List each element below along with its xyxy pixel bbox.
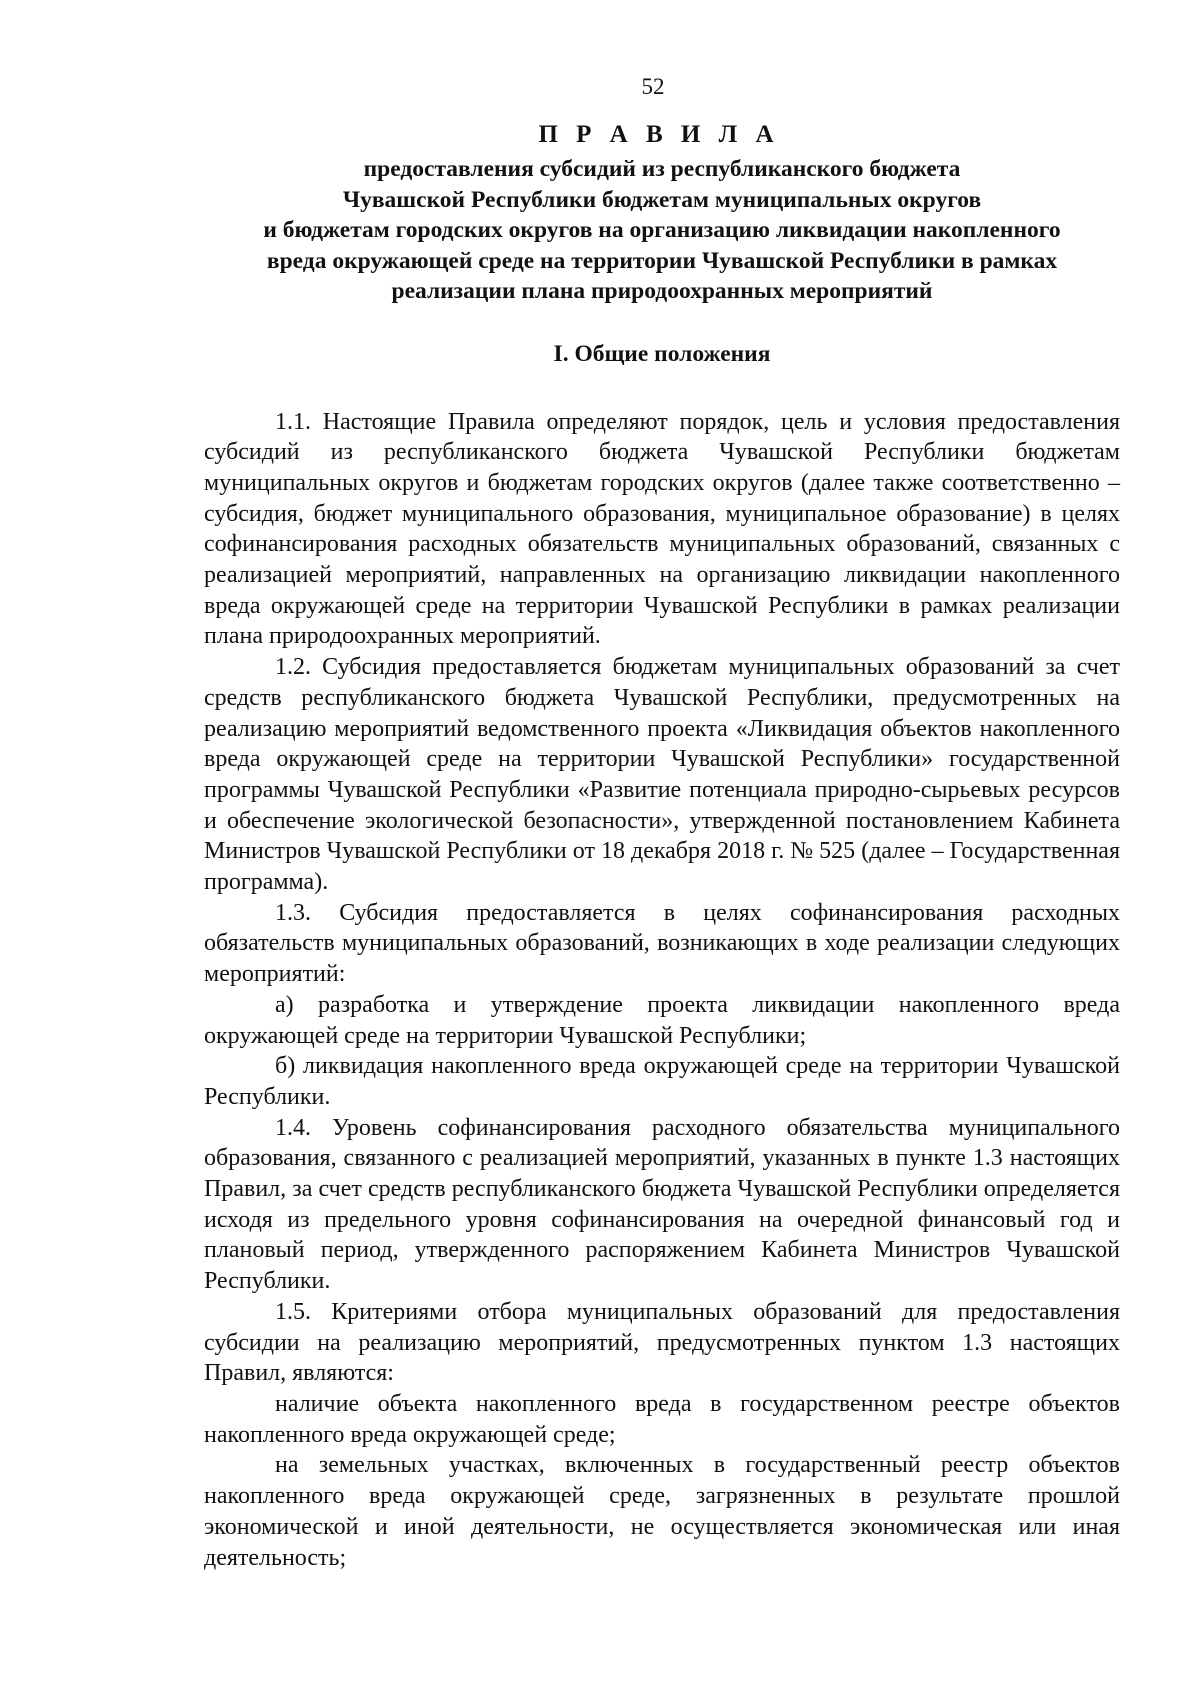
page-number: 52 xyxy=(641,74,665,99)
subtitle-line: реализации плана природоохранных мероприятий xyxy=(391,278,933,304)
subtitle-line: предоставления субсидий из республиканского бюджета xyxy=(363,156,961,182)
subtitle-line: и бюджетам городских округов на организацию ликвидации накопленного xyxy=(263,217,1061,243)
paragraph-1-1: 1.1. Настоящие Правила определяют порядок, цель и условия предоставления субсидий из республиканского бюджета Чувашской Республики бюджетам муниципальных округов и бюджетам городских округов (далее также соответственно – субсидия, бюджет муниципального образования, муниципальное образование) в целях софинансирования расходных обязательств муниципальных образований, связанных с реализацией мероприятий, направленных на организацию ликвидации накопленного вреда окружающей среде на территории Чувашской Республики в рамках реализации плана природоохранных мероприятий. xyxy=(204,408,1120,650)
document-body xyxy=(204,407,1120,1574)
subtitle-line: Чувашской Республики бюджетам муниципальных округов xyxy=(342,186,982,213)
paragraph-1-3: 1.3. Субсидия предоставляется в целях софинансирования расходных обязательств муниципальных образований, возникающих в ходе реализации следующих мероприятий: xyxy=(204,899,1120,988)
criteria-item-2: на земельных участках, включенных в государственный реестр объектов накопленного вреда окружающей среде, загрязненных в результате прошлой экономической и иной деятельности, не осуществляется экономическая или иная деятельность; xyxy=(204,1452,1120,1571)
list-item-b: б) ликвидация накопленного вреда окружающей среде на территории Чувашской Республики. xyxy=(204,1053,1120,1110)
subtitle-line: вреда окружающей среде на территории Чувашской Республики в рамках xyxy=(266,247,1058,274)
section-heading: I. Общие положения xyxy=(553,340,771,367)
paragraph-1-2: 1.2. Субсидия предоставляется бюджетам муниципальных образований за счет средств республиканского бюджета Чувашской Республики, предусмотренных на реализацию мероприятий ведомственного проекта «Ликвидация объектов накопленного вреда окружающей среде на территории Чувашской Республики» государственной программы Чувашской Республики «Развитие потенциала природно-сырьевых ресурсов и обеспечение экологической безопасности», утвержденной постановлением Кабинета Министров Чувашской Республики от 18 декабря 2018 г. № 525 (далее – Государственная программа). xyxy=(204,654,1120,896)
paragraph-1-4: 1.4. Уровень софинансирования расходного обязательства муниципального образования, связанного с реализацией мероприятий, указанных в пункте 1.3 настоящих Правил, за счет средств республиканского бюджета Чувашской Республики определяется исходя из предельного уровня софинансирования на очередной финансовый год и плановый период, утвержденного распоряжением Кабинета Министров Чувашской Республики. xyxy=(204,1114,1120,1295)
criteria-item-1: наличие объекта накопленного вреда в государственном реестре объектов накопленного вреда окружающей среде; xyxy=(204,1391,1120,1448)
document-subtitle xyxy=(204,154,1120,307)
document-title: П Р А В И Л А xyxy=(538,121,780,148)
paragraph-1-5: 1.5. Критериями отбора муниципальных образований для предоставления субсидии на реализацию мероприятий, предусмотренных пунктом 1.3 настоящих Правил, являются: xyxy=(204,1298,1120,1387)
list-item-a: а) разработка и утверждение проекта ликвидации накопленного вреда окружающей среде на территории Чувашской Республики; xyxy=(204,991,1120,1049)
